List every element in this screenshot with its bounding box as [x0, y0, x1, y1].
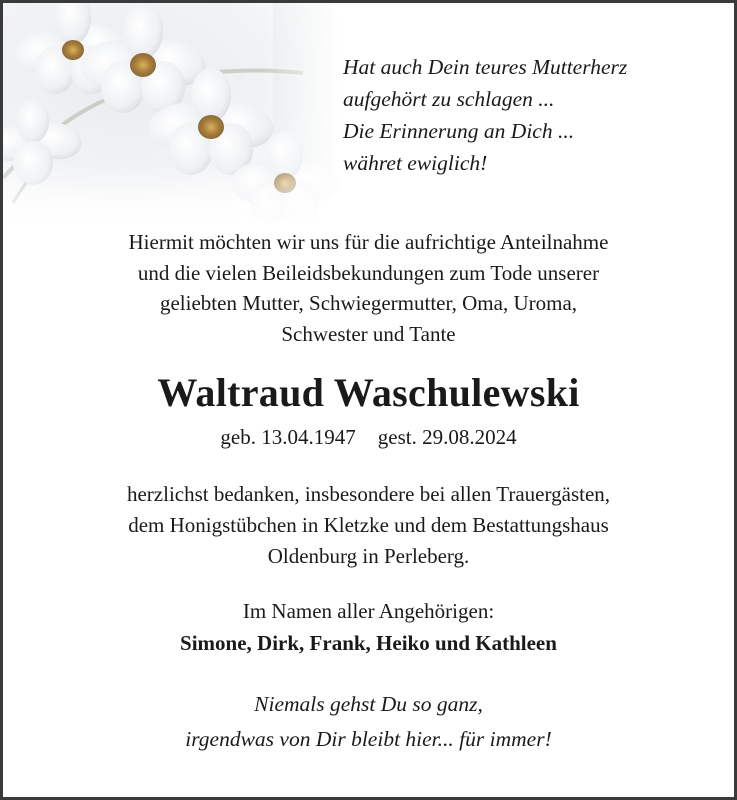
intro-line: geliebten Mutter, Schwiegermutter, Oma, Uroma,: [159, 291, 578, 315]
signature-names: Simone, Dirk, Frank, Heiko und Kathleen: [180, 631, 557, 655]
intro-text: [3, 227, 734, 349]
intro-line: Schwester und Tante: [281, 321, 456, 346]
poem-line: Die Erinnerung an Dich ...: [343, 119, 575, 143]
birth-date: geb. 13.04.1947: [220, 425, 356, 449]
intro-line: und die vielen Beileidsbekundungen zum Tode unserer: [137, 260, 600, 285]
signature-block: [3, 595, 734, 659]
opening-poem: [343, 51, 627, 179]
orchid-flowers-image: [3, 3, 348, 228]
thanks-line: herzlichst bedanken, insbesondere bei allen Trauergästen,: [126, 482, 611, 506]
deceased-name: Waltraud Waschulewski: [157, 370, 580, 415]
death-date: gest. 29.08.2024: [377, 425, 517, 449]
signature-intro: Im Namen aller Angehörigen:: [242, 599, 495, 623]
closing-poem: [3, 687, 734, 757]
intro-line: Hiermit möchten wir uns für die aufrichtige Anteilnahme: [128, 230, 609, 254]
poem-line: währet ewiglich!: [343, 151, 488, 175]
poem-line: aufgehört zu schlagen ...: [343, 87, 555, 111]
thanks-line: Oldenburg in Perleberg.: [267, 544, 470, 568]
closing-poem-line: Niemals gehst Du so ganz,: [254, 692, 483, 716]
poem-line: Hat auch Dein teures Mutterherz: [343, 55, 628, 79]
closing-poem-line: irgendwas von Dir bleibt hier... für immer!: [185, 727, 552, 751]
thanks-text: [3, 479, 734, 572]
thanks-line: dem Honigstübchen in Kletzke und dem Bestattungshaus: [128, 513, 609, 537]
life-dates: [3, 423, 734, 451]
